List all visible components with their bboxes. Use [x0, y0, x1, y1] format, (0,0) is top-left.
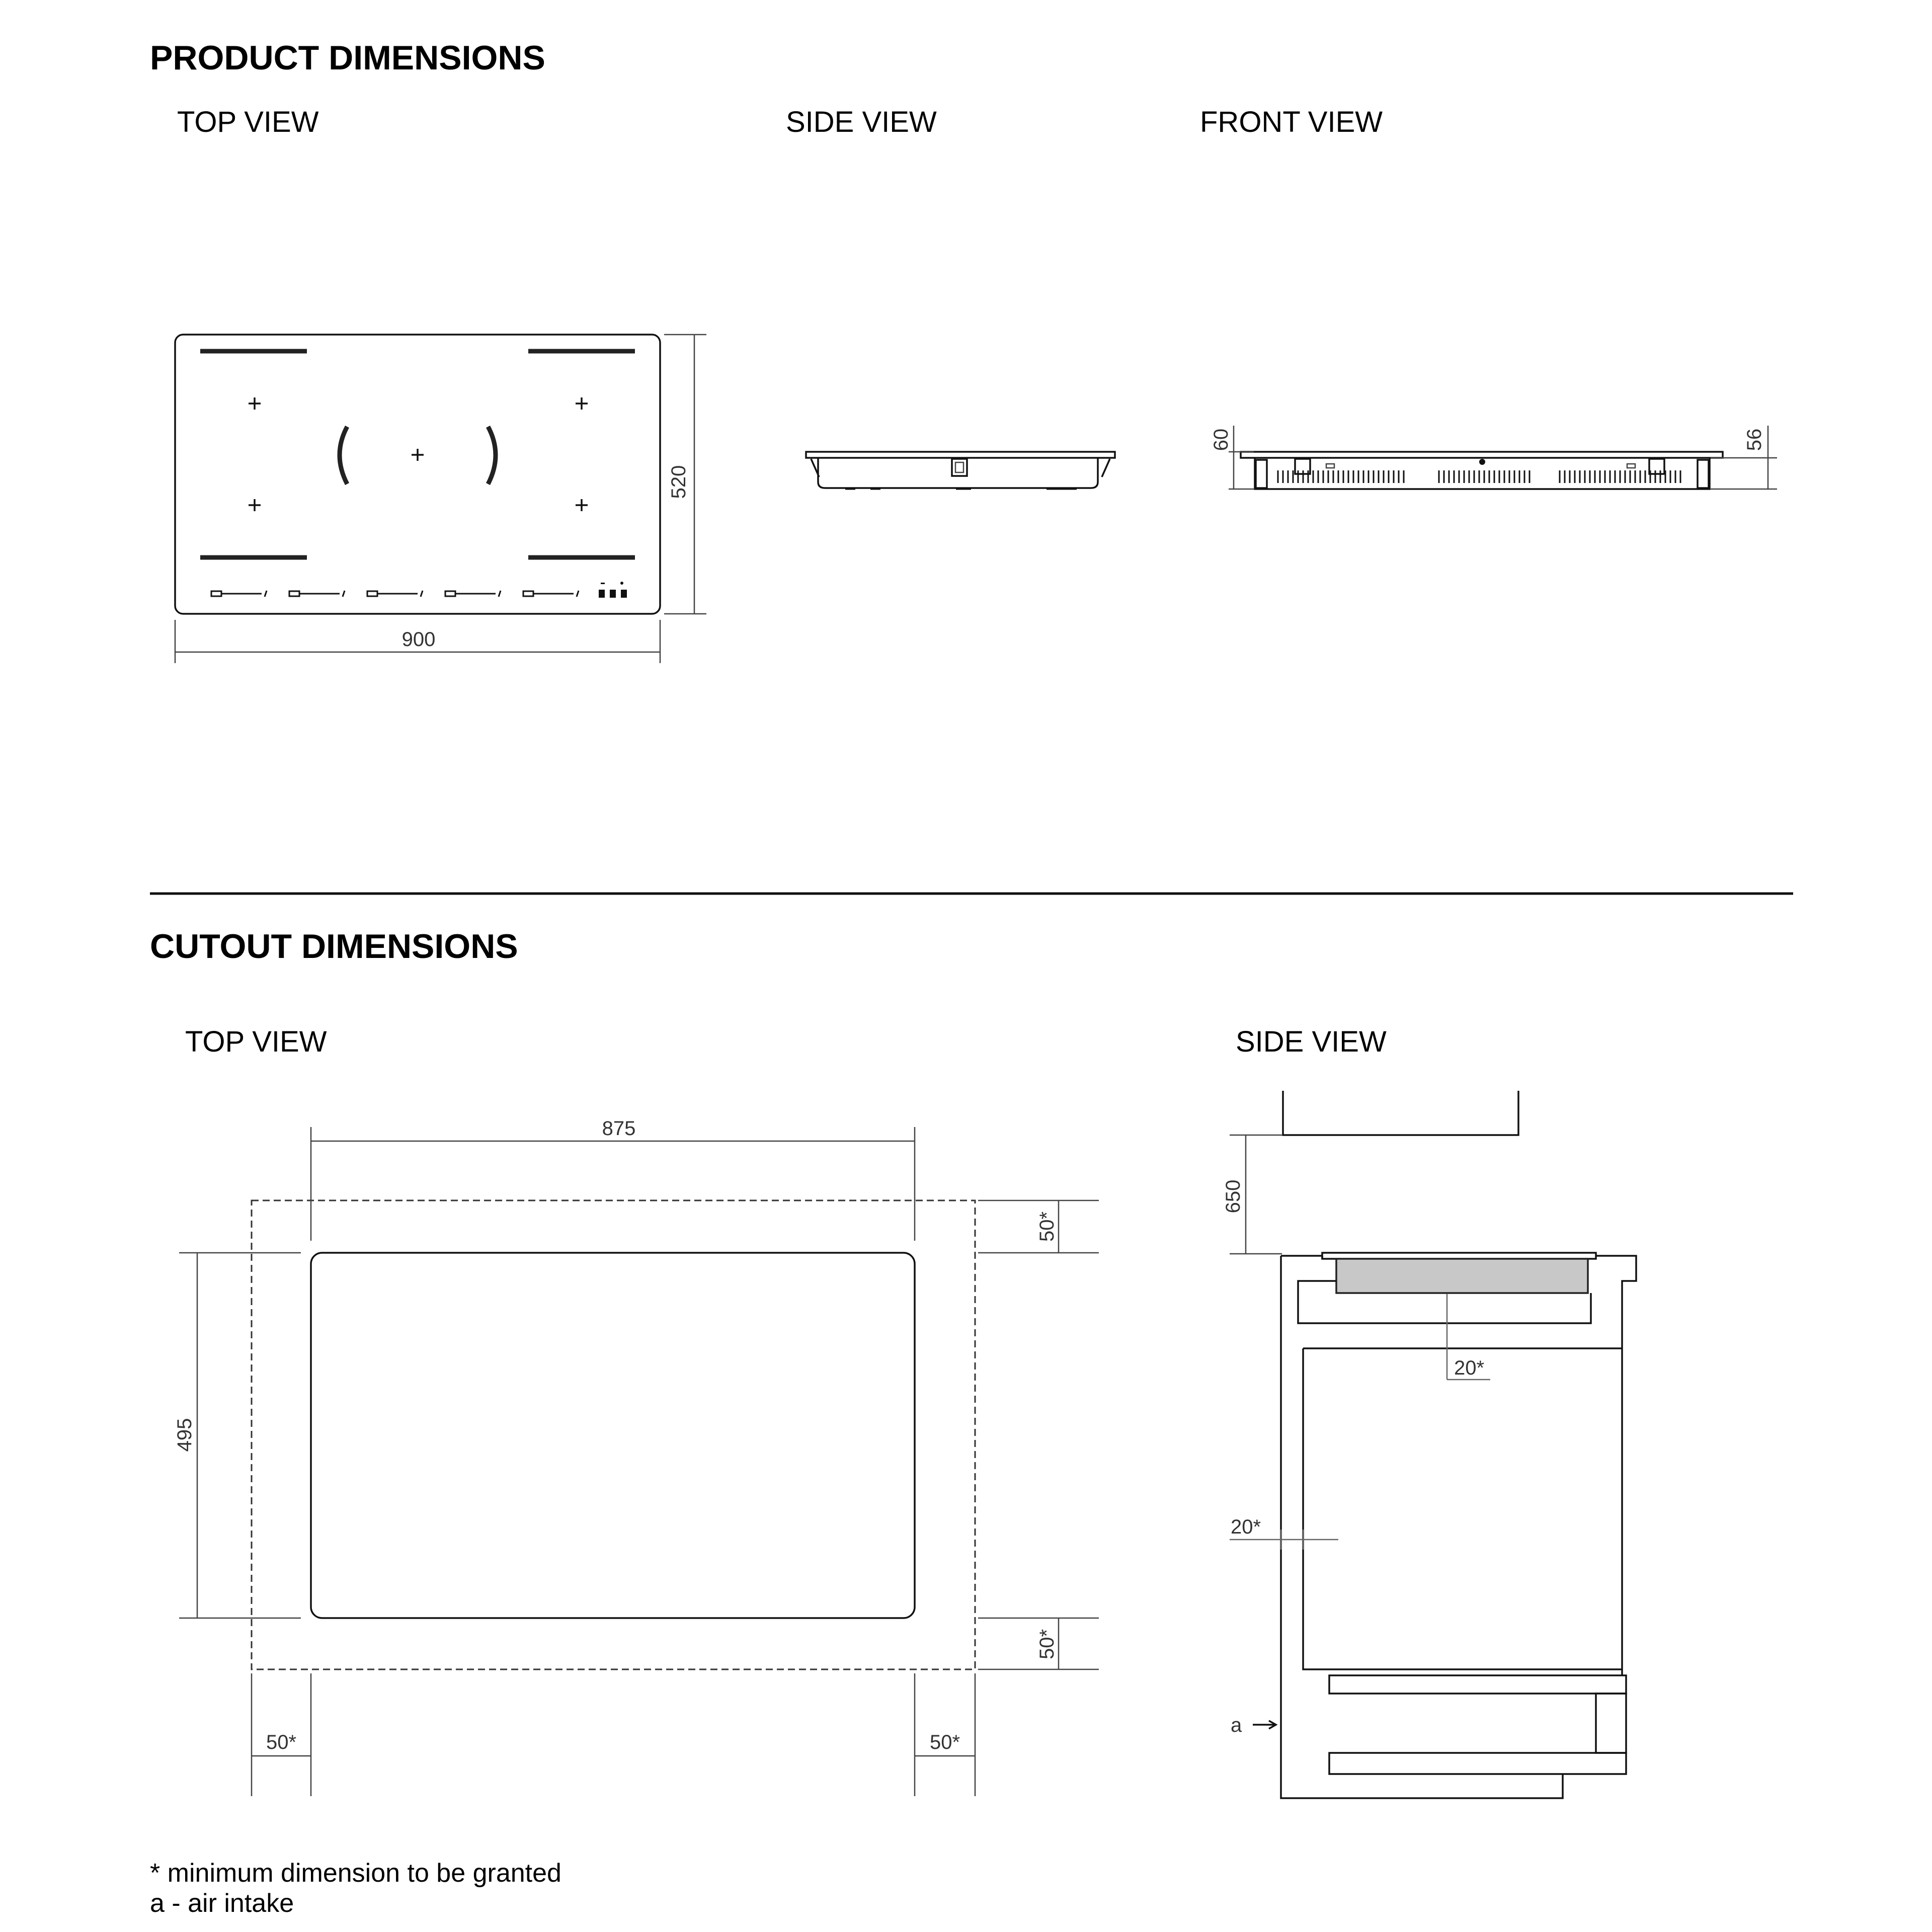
hob-body-side — [1336, 1259, 1588, 1293]
clearance-front-label: 50* — [1036, 1629, 1058, 1660]
cutout-side-view-drawing — [1222, 1091, 1636, 1798]
gap-wall-label: 20* — [1230, 1516, 1261, 1538]
cutout-top-view-drawing — [174, 1117, 1099, 1796]
center-zone-arc-right — [488, 427, 496, 484]
product-front-view-drawing — [1210, 426, 1777, 489]
gap-below-label: 20* — [1454, 1357, 1485, 1379]
hob-glass-side — [1322, 1253, 1596, 1259]
product-side-view-drawing — [806, 452, 1115, 489]
product-side-view-label: SIDE VIEW — [786, 106, 937, 138]
clearance-back-label: 50* — [1036, 1211, 1058, 1242]
cutout-depth-label: 495 — [174, 1418, 196, 1452]
note-air-intake: a - air intake — [150, 1889, 294, 1918]
note-minimum: * minimum dimension to be granted — [150, 1859, 561, 1888]
cutout-width-label: 875 — [602, 1117, 636, 1140]
product-top-view-label: TOP VIEW — [177, 106, 319, 138]
center-zone-arc-left — [340, 427, 347, 484]
cutout-opening — [311, 1253, 915, 1618]
front-body-height-label: 56 — [1743, 428, 1765, 451]
hood-height-label: 650 — [1222, 1179, 1244, 1214]
hood-outline — [1283, 1091, 1518, 1135]
cabinet-left-wall — [1281, 1256, 1563, 1798]
cutout-dimensions-heading: CUTOUT DIMENSIONS — [150, 927, 518, 965]
drawer-top — [1329, 1675, 1626, 1694]
control-sliders — [211, 591, 579, 597]
product-top-view-drawing — [175, 335, 706, 663]
zone-crosses — [249, 397, 588, 511]
front-total-height-label: 60 — [1210, 428, 1232, 451]
cabinet-right-edge — [1596, 1256, 1636, 1675]
side-glass — [806, 452, 1115, 458]
control-buttons — [599, 582, 627, 598]
drawer-front — [1596, 1694, 1626, 1753]
drawer-bottom — [1329, 1753, 1626, 1774]
clearance-left-label: 50* — [266, 1731, 297, 1753]
hob-outline — [175, 335, 660, 614]
cutout-top-view-label: TOP VIEW — [185, 1025, 327, 1058]
hob-depth-label: 520 — [668, 465, 690, 499]
cutout-side-view-label: SIDE VIEW — [1236, 1025, 1387, 1058]
hob-width-label: 900 — [401, 628, 436, 651]
front-vents — [1278, 470, 1680, 483]
cabinet-inner — [1303, 1348, 1622, 1669]
clearance-outline — [252, 1200, 975, 1669]
product-front-view-label: FRONT VIEW — [1200, 106, 1383, 138]
air-intake-marker: a — [1231, 1714, 1242, 1736]
front-glass — [1241, 452, 1723, 458]
product-dimensions-heading: PRODUCT DIMENSIONS — [150, 39, 545, 77]
clearance-right-label: 50* — [929, 1731, 960, 1753]
